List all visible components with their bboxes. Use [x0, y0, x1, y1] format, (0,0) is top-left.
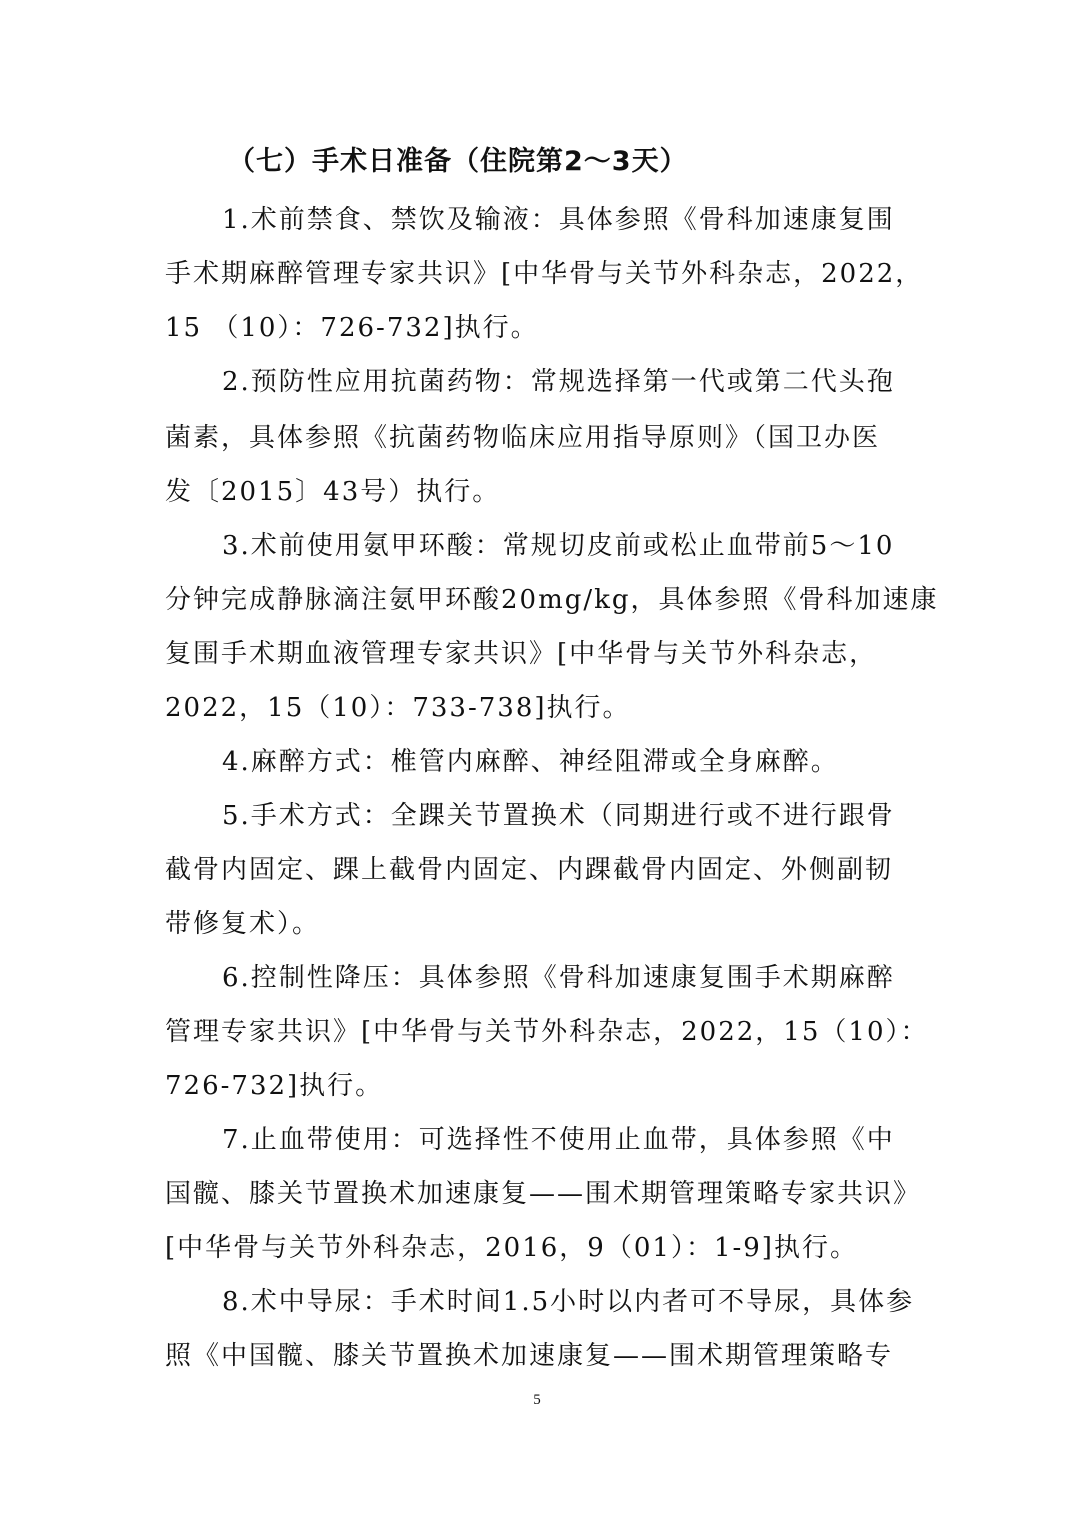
paragraph-line-20: [中华骨与关节外科杂志，2016，9（01）：1-9]执行。 [165, 1233, 858, 1263]
page-number: 5 [533, 1392, 541, 1408]
paragraph-line-17: 726-732]执行。 [165, 1071, 384, 1101]
paragraph-line-14: 带修复术）。 [165, 909, 321, 939]
paragraph-line-9: 复围手术期血液管理专家共识》[中华骨与关节外科杂志， [165, 639, 878, 669]
paragraph-line-3: 15 （10）：726-732]执行。 [165, 313, 539, 343]
paragraph-line-8: 分钟完成静脉滴注氨甲环酸20mg/kg，具体参照《骨科加速康 [165, 585, 939, 615]
paragraph-line-11: 4.麻醉方式：椎管内麻醉、神经阻滞或全身麻醉。 [222, 747, 839, 777]
paragraph-line-5: 菌素，具体参照《抗菌药物临床应用指导原则》（国卫办医 [165, 423, 881, 453]
paragraph-line-15: 6.控制性降压：具体参照《骨科加速康复围手术期麻醉 [222, 963, 895, 993]
paragraph-line-21: 8.术中导尿：手术时间1.5小时以内者可不导尿，具体参 [222, 1287, 915, 1317]
paragraph-line-18: 7.止血带使用：可选择性不使用止血带，具体参照《中 [222, 1125, 895, 1155]
paragraph-line-7: 3.术前使用氨甲环酸：常规切皮前或松止血带前5～10 [222, 531, 895, 561]
paragraph-line-22: 照《中国髋、膝关节置换术加速康复——围术期管理策略专 [165, 1341, 894, 1371]
section-heading: （七）手术日准备（住院第2～3天） [228, 146, 688, 177]
paragraph-line-2: 手术期麻醉管理专家共识》[中华骨与关节外科杂志，2022， [165, 259, 924, 289]
paragraph-line-19: 国髋、膝关节置换术加速康复——围术期管理策略专家共识》 [165, 1179, 922, 1209]
paragraph-line-6: 发〔2015〕43号）执行。 [165, 477, 501, 507]
paragraph-line-4: 2.预防性应用抗菌药物：常规选择第一代或第二代头孢 [222, 367, 895, 397]
paragraph-line-10: 2022，15（10）：733-738]执行。 [165, 693, 631, 723]
paragraph-line-13: 截骨内固定、踝上截骨内固定、内踝截骨内固定、外侧副韧 [165, 855, 894, 885]
paragraph-line-12: 5.手术方式：全踝关节置换术（同期进行或不进行跟骨 [222, 801, 895, 831]
paragraph-line-16: 管理专家共识》[中华骨与关节外科杂志，2022，15（10）： [165, 1017, 929, 1047]
paragraph-line-1: 1.术前禁食、禁饮及输液：具体参照《骨科加速康复围 [222, 205, 895, 235]
